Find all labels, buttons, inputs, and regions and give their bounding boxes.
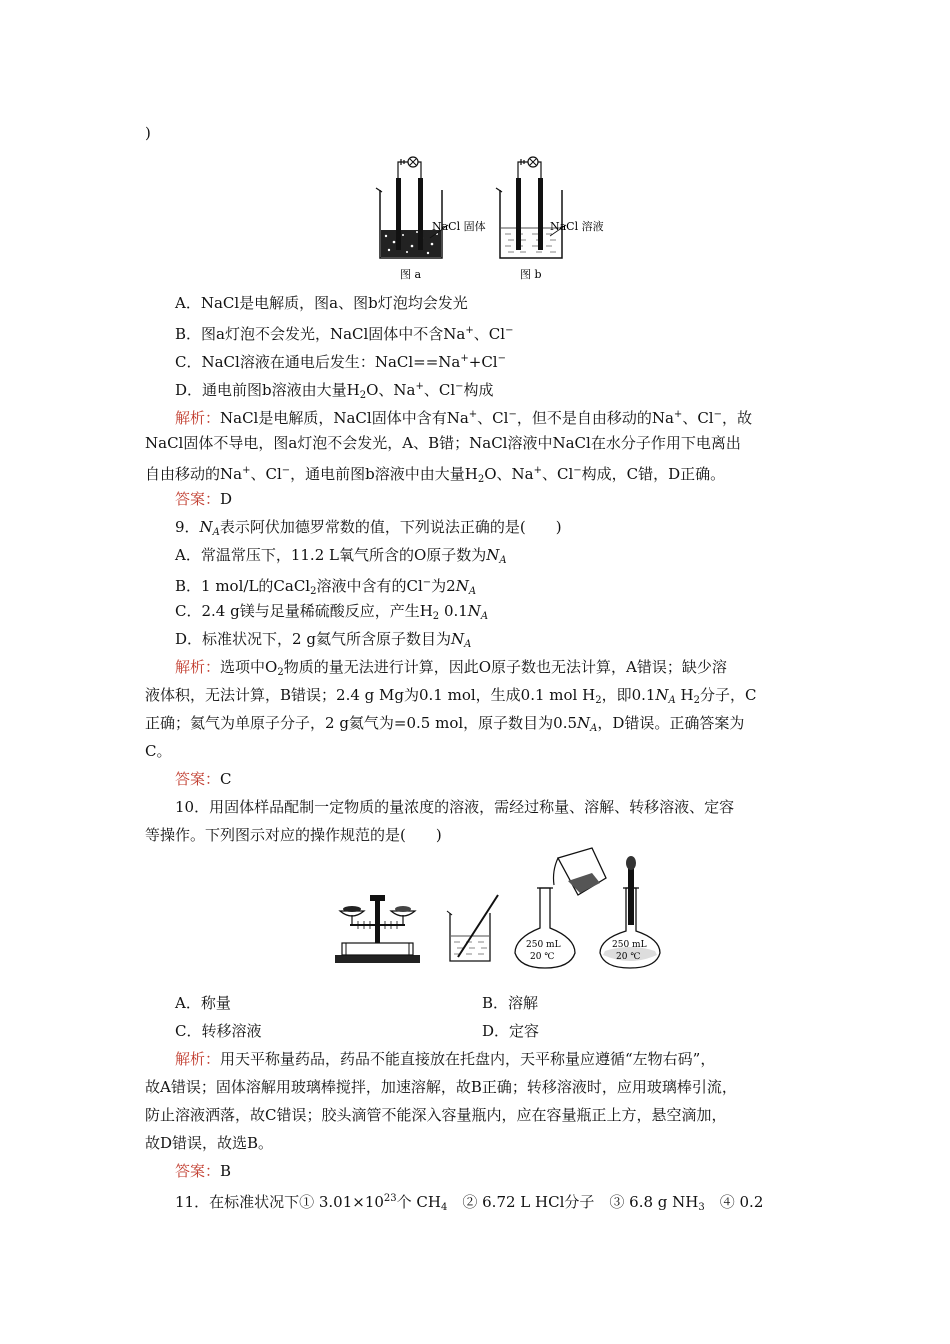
q8-option-a: A．NaCl是电解质，图a、图b灯泡均会发光 [175,294,468,312]
transfer-illustration [515,848,606,968]
q10-stem-line2: 等操作。下列图示对应的操作规范的是( ) [145,826,442,844]
q10-explanation-line3: 防止溶液洒落，故C错误；胶头滴管不能深入容量瓶内，应在容量瓶正上方，悬空滴加， [145,1106,727,1124]
q8-option-c: C．NaCl溶液在通电后发生：NaCl==Na++Cl− [175,353,506,371]
q10-option-b: B．溶解 [482,994,539,1012]
q8-option-b: B．图a灯泡不会发光，NaCl固体中不含Na+、Cl− [175,325,514,343]
q10-option-c: C．转移溶液 [175,1022,262,1040]
lab-operations-figure [330,843,670,973]
q10-option-a: A．称量 [175,994,231,1012]
top-paren: ) [145,124,151,142]
q8-option-d: D．通电前图b溶液由大量$H_2O$、Na+、Cl−构成 [175,381,494,401]
q9-answer: 答案：C [175,770,232,788]
dissolving-beaker-illustration [447,895,498,961]
q9-option-c: C．2.4 g镁与足量稀硫酸反应，产生$H_2$ $0.1N_A$ [175,602,489,622]
flask-c-volume: 250 mL [526,940,561,950]
q9-explanation-line2: 液体积，无法计算，B错误；2.4 g Mg为0.1 mol，生成0.1 mol $H_2$，即$0.1N_A$ $H_2$分子，C [145,686,757,706]
q8-answer: 答案：D [175,490,233,508]
q10-answer: 答案：B [175,1162,232,1180]
caption-solid: NaCl 固体 [432,220,486,233]
beaker-a [376,157,448,258]
q9-explanation-line1: 解析：选项中$O_2$物质的量无法进行计算，因此O原子数也无法计算，A错误；缺少溶 [175,658,727,678]
q10-explanation-line4: 故D错误，故选B。 [145,1134,274,1152]
q10-stem-line1: 10．用固体样品配制一定物质的量浓度的溶液，需经过称量、溶解、转移溶液、定容 [175,798,735,816]
q9-option-b: B．1 mol/L的CaCl$_2$溶液中含有的Cl−为$2N_A$ [175,577,477,597]
caption-solution: NaCl 溶液 [550,220,604,233]
q8-explanation-line3: 自由移动的Na+、Cl−，通电前图b溶液中由大量$H_2O$、Na+、Cl−构成，C错，D正确。 [145,465,726,485]
q9-explanation-line4: C。 [145,742,172,760]
q11-stem: 11．在标准状况下① $3.01\times 10^{23}$个 $CH_4$ ② 6.72 L HCl分子 ③ 6.8 g $NH_3$ ④ 0.2 [175,1193,764,1213]
balance-illustration [335,895,420,963]
q8-explanation-line2: NaCl固体不导电，图a灯泡不会发光，A、B错；NaCl溶液中NaCl在水分子作用下电离出 [145,434,741,452]
nacl-conductivity-figure [370,150,620,285]
q10-option-d: D．定容 [482,1022,540,1040]
q9-stem: 9．$N_A$表示阿伏加德罗常数的值，下列说法正确的是( ) [175,518,562,538]
q10-explanation-line1: 解析：用天平称量药品，药品不能直接放在托盘内，天平称量应遵循“左物右码”， [175,1050,716,1068]
q9-option-a: A．常温常压下，11.2 L氧气所含的O原子数为$N_A$ [175,546,507,566]
label-a: 图 a [400,268,422,281]
q10-explanation-line2: 故A错误；固体溶解用玻璃棒搅拌，加速溶解，故B正确；转移溶液时，应用玻璃棒引流， [145,1078,737,1096]
label-b: 图 b [520,268,542,281]
flask-d-temp: 20 ℃ [616,952,641,962]
flask-c-temp: 20 ℃ [530,952,555,962]
q8-explanation-line1: 解析：NaCl是电解质，NaCl固体中含有Na+、Cl−，但不是自由移动的Na+、Cl−，故 [175,409,752,427]
flask-d-volume: 250 mL [612,940,647,950]
beaker-b [496,157,566,258]
q9-explanation-line3: 正确；氦气为单原子分子，2 g氦气为=0.5 mol，原子数目为$0.5N_A$，D错误。正确答案为 [145,714,745,734]
volumetric-flask-illustration [600,856,660,968]
q9-option-d: D．标准状况下，2 g氦气所含原子数目为$N_A$ [175,630,472,650]
